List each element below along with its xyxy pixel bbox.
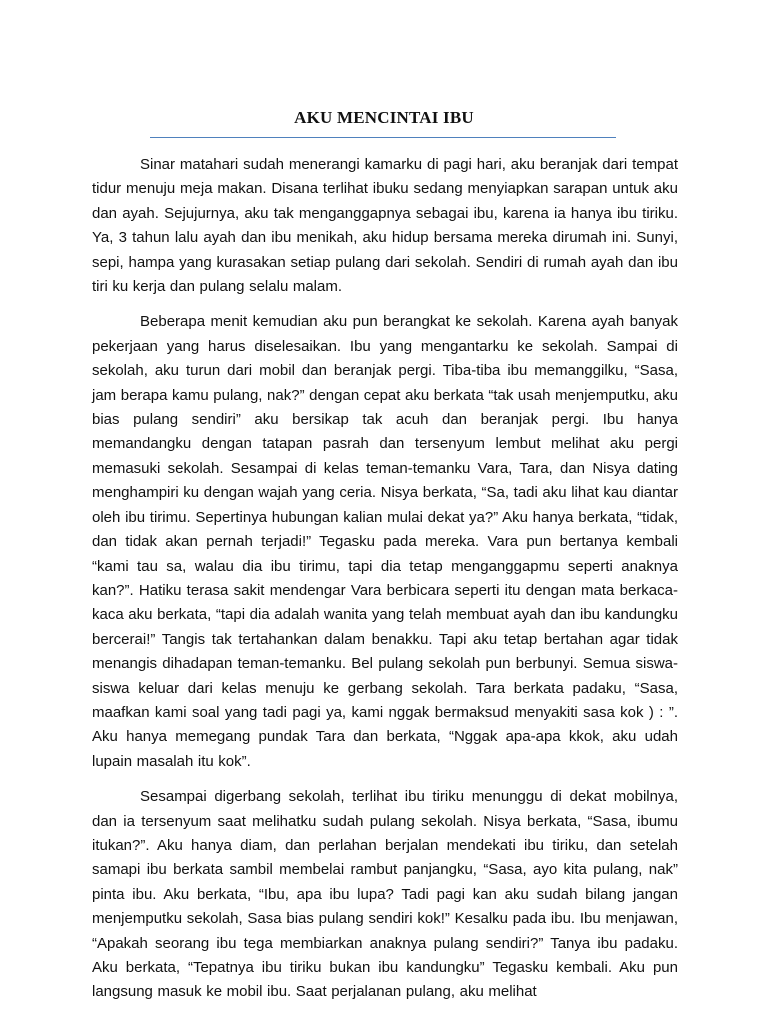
paragraph-2: Beberapa menit kemudian aku pun berangkat ke sekolah. Karena ayah banyak pekerjaan yang harus diselesaikan. Ibu yang mengantarku ke sekolah. Sampai di sekolah, aku turun dari mobil dan beranjak pergi. Tiba-tiba ibu memanggilku, “Sasa, jam berapa kamu pulang, nak?” dengan cepat aku berkata “tak usah menjemputku, aku bias pulang sendiri” aku bersikap tak acuh dan beranjak pergi. Ibu hanya memandangku dengan tatapan pasrah dan tersenyum lembut melihat aku pergi memasuki sekolah. Sesampai di kelas teman-temanku Vara, Tara, dan Nisya dating menghampiri ku dengan wajah yang ceria. Nisya berkata, “Sa, tadi aku lihat kau diantar oleh ibu tirimu. Sepertinya hubungan kalian mulai dekat ya?” Aku hanya berkata, “tidak, dan tidak akan pernah terjadi!” Tegasku pada mereka. Vara pun bertanya kembali “kami tau sa, walau dia ibu tirimu, tapi dia tetap menganggapmu seperti anaknya kan?”. Hatiku terasa sakit mendengar Vara berbicara seperti itu dengan mata berkaca-kaca aku berkata, “tapi dia adalah wanita yang telah membuat ayah dan ibu kandungku bercerai!” Tangis tak tertahankan dalam benakku. Tapi aku tetap bertahan agar tidak menangis dihadapan teman-temanku. Bel pulang sekolah pun berbunyi. Semua siswa-siswa keluar dari kelas menuju ke gerbang sekolah. Tara berkata padaku, “Sasa, maafkan kami soal yang tadi pagi ya, kami nggak bermaksud menyakiti sasa kok ) : ”. Aku hanya memegang pundak Tara dan berkata, “Nggak apa-apa kkok, aku udah lupain masalah itu kok”.	[92, 313, 678, 770]
paragraph-3: Sesampai digerbang sekolah, terlihat ibu tiriku menunggu di dekat mobilnya, dan ia tersenyum saat melihatku sudah pulang sekolah. Nisya berkata, “Sasa, ibumu itukan?”. Aku hanya diam, dan perlahan berjalan mendekati ibu tiriku, dan setelah samapi ibu berkata sambil membelai rambut panjangku, “Sasa, ayo kita pulang, nak” pinta ibu. Aku berkata, “Ibu, apa ibu lupa? Tadi pagi kan aku sudah bilang jangan menjemputku sekolah, Sasa bias pulang sendiri kok!” Kesalku pada ibu. Ibu menjawan, “Apakah seorang ibu tega membiarkan anaknya pulang sendiri?” Tanya ibu padaku. Aku berkata, “Tepatnya ibu tiriku bukan ibu kandungku” Tegasku kembali. Aku pun langsung masuk ke mobil ibu. Saat perjalanan pulang, aku melihat	[92, 788, 678, 1001]
title-underline	[150, 137, 616, 138]
paragraph-1: Sinar matahari sudah menerangi kamarku di pagi hari, aku beranjak dari tempat tidur menuju meja makan. Disana terlihat ibuku sedang menyiapkan sarapan untuk aku dan ayah. Sejujurnya, aku tak menganggapnya sebagai ibu, karena ia hanya ibu tiriku. Ya, 3 tahun lalu ayah dan ibu menikah, aku hidup bersama mereka dirumah ini. Sunyi, sepi, hampa yang kurasakan setiap pulang dari sekolah. Sendiri di rumah ayah dan ibu tiri ku kerja dan pulang selalu malam.	[92, 156, 678, 296]
document-title: AKU MENCINTAI IBU	[294, 108, 474, 127]
document-body	[92, 153, 678, 1016]
